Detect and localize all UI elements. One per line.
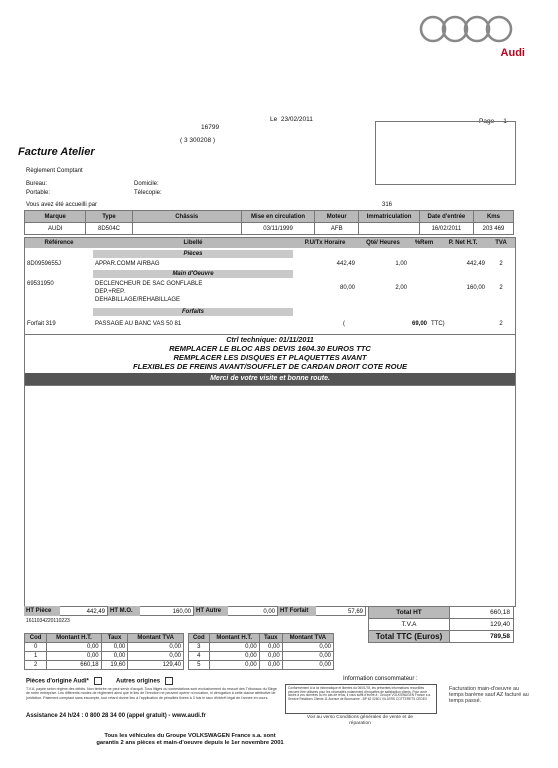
invoice-date: Le 23/02/2011 [270,116,313,123]
tva-table-left [24,633,184,670]
autres-origines-label: Autres origines [116,678,161,685]
tva-cell: 0,00 [259,661,282,670]
invoice-lines [24,237,516,335]
tva-header: Montant TVA [282,634,333,643]
lines-header: P.U/Tx Horaire [293,238,358,248]
tva-cell: 0,00 [209,652,259,661]
line-label: DEP.+REP. [95,289,125,295]
tva-cell: 0,00 [282,661,333,670]
lines-header: Référence [25,238,94,248]
portable-label: Portable: [26,190,51,196]
tva-cell: 129,40 [128,661,184,670]
ht-forfait-label: HT Forfait [278,606,316,616]
ht-autre-value: 0,00 [228,606,278,616]
tva-cell: 0,00 [128,652,184,661]
tva-cell: 0,00 [101,643,128,652]
vehicle-value: 16/02/2011 [419,223,473,235]
pieces-origine-label: Pièces d'origine Audi* [26,678,89,685]
tva-value: 129,40 [450,619,514,631]
tva-cell: 0,00 [282,643,333,652]
line-label: APPAR.COMM AIRBAG [95,261,160,267]
tva-header: Montant H.T. [209,634,259,643]
ht-piece-label: HT Pièce [24,606,60,616]
tva-header: Taux [101,634,128,643]
vehicle-value: 8D504C [86,223,132,235]
vehicle-header: Marque [25,211,86,223]
line-label: DEHABILLAGE/REHABILLAGE [95,297,181,303]
address-box [375,121,516,185]
thanks-banner: Merci de votre visite et bonne route. [25,373,515,385]
info-title: Information consommateur : [343,676,418,682]
line-ref: 69531950 [27,281,54,287]
pieces-origine-checkbox[interactable] [94,677,102,685]
vehicle-header: Kms [473,211,513,223]
origin-checkboxes [26,677,176,685]
legal-text: T.V.A. payée selon régime des débits. Non timbrée ne peut servir d'acquit. Tous litiges ou contestations sont exclusivement du ressort des Tribunaux du Siège de notre entreprise. Les différents modes de règlement ainsi que le lieu de l'érection ne peuvent opérer ni novation, ni dérogation à cette clause attributive de juridiction. Paiement comptant sans escompte, tout retard donne lieu à l'application de pénalités fixées à 3 fois le taux d'intérêt légal de l'année en cours. [26,687,277,700]
page-number: Page 1 [479,118,507,125]
tva-cell: 3 [189,643,210,652]
tva-header: Montant TVA [128,634,184,643]
tva-header: Montant H.T. [47,634,101,643]
line-unit-price: 442,49 [336,261,355,267]
guarantee-block [70,733,310,747]
bureau-label: Bureau: [26,181,48,187]
line-quantity: 2,00 [395,285,407,291]
guarantee-line: garantis 2 ans pièces et main-d'oeuvre depuis le 1er novembre 2001 [96,740,284,746]
tva-header: Cod [25,634,47,643]
reference-number: ( 3 300208 ) [180,137,216,144]
vehicle-table [24,210,514,235]
payment-mode: Règlement Comptant [26,168,83,174]
tva-cell: 5 [189,661,210,670]
lines-header: Qté/ Heures [357,238,410,248]
tva-cell: 0,00 [282,652,333,661]
section-main-oeuvre: Main d'Oeuvre [93,270,293,278]
facturation-note: Facturation main-d'oeuvre au temps barème sauf AZ facturé au temps passé. [449,686,529,705]
ht-autre-label: HT Autre [194,606,228,616]
tva-cell: 0,00 [259,652,282,661]
audi-logo [415,14,535,62]
vehicle-header: Châssis [132,211,241,223]
note-line: FLEXIBLES DE FREINS AVANT/SOUFFLET DE CARDAN DROIT COTE ROUE [132,362,408,371]
line-ref: Forfait 319 [27,321,56,327]
tva-cell: 660,18 [47,661,101,670]
line-paren: ( [343,321,345,327]
line-tva: 2 [499,321,503,327]
notes-block [24,334,516,386]
section-pieces: Pièces [93,250,293,258]
line-net: 160,00 [466,285,485,291]
line-net: 442,49 [466,261,485,267]
note-line: REMPLACER LES DISQUES ET PLAQUETTES AVANT [173,353,367,362]
vehicle-header: Mise en circulation [241,211,314,223]
note-line: Ctrl technique: 01/11/2011 [226,335,314,344]
guarantee-line: Tous les véhicules du Groupe VOLKSWAGEN France s.a. sont [104,733,276,739]
tva-cell: 0,00 [259,643,282,652]
vehicle-value: AUDI [25,223,86,235]
tva-table-right [188,633,334,670]
line-tva: 2 [499,261,503,267]
info-box [285,684,437,714]
line-ref: 8D0959655J [27,261,62,267]
tva-cell: 1 [25,652,47,661]
line-quantity: 1,00 [395,261,407,267]
tva-cell: 19,60 [101,661,128,670]
accueilli-number: 316 [382,202,393,208]
lines-header: Libellé [93,238,294,248]
tva-cell: 0,00 [47,652,101,661]
ht-forfait-value: 57,69 [316,606,366,616]
invoice-number: 16799 [201,124,220,131]
page-title: Facture Atelier [18,146,95,158]
tva-cell: 2 [25,661,47,670]
line-label: DECLENCHEUR DE SAC GONFLABLE [95,281,203,287]
line-label: PASSAGE AU BANC VAS 50 81 [95,321,182,327]
line-forfait-amount: 69,00 [411,321,427,327]
line-unit-price: 80,00 [339,285,355,291]
tva-cell: 0,00 [128,643,184,652]
vehicle-value: 203 469 [473,223,513,235]
tva-header: Cod [189,634,210,643]
vehicle-header: Type [86,211,132,223]
brand-name: Audi [500,47,525,59]
domicile-label: Domicile: [134,181,159,187]
invoice-code: 1611034220110223 [26,618,70,624]
autres-origines-checkbox[interactable] [165,677,173,685]
telecopie-label: Télecopie: [134,190,162,196]
total-ht-label: Total HT [369,607,450,619]
tva-cell: 0,00 [209,643,259,652]
assistance-line: Assistance 24 h/24 : 0 800 28 34 00 (appel gratuit) - www.audi.fr [26,713,206,719]
totals-table [368,606,514,643]
ht-mo-value: 160,00 [140,606,194,616]
tva-cell: 0,00 [209,661,259,670]
vehicle-value [359,223,420,235]
line-tva: 2 [499,285,503,291]
vehicle-value [132,223,241,235]
vehicle-value: 03/11/1999 [241,223,314,235]
section-forfaits: Forfaits [93,308,293,316]
ht-mo-label: HT M.O. [108,606,140,616]
lines-header: P. Net H.T. [439,238,488,248]
tva-cell: 0,00 [101,652,128,661]
blank-area [24,384,516,607]
vehicle-header: Moteur [315,211,359,223]
tva-cell: 0 [25,643,47,652]
ht-piece-value: 442,49 [60,606,108,616]
info-text: Conformément à la loi informatique et libertés du 06/01/78, les présentes informations recueillies peuvent être utilisées pour les nécessités notamment d'enquêtes de satisfaction clients. Pour avoir accès à vos données ou en cas de refus, il vous suffit d'écrire à : Groupe VOLKSWAGEN France s.a. Service Relations Clients 11 Avenue de Boursonne - BP 62 02601 VILLERS COTTERETS CEDEX [288,686,431,702]
accueilli-label: Vous avez été accueilli par [26,202,98,208]
lines-header: TVA [487,238,515,248]
vehicle-header: Date d'entrée [419,211,473,223]
tva-cell: 0,00 [47,643,101,652]
line-ttc: TTC) [431,321,445,327]
tva-label: T.V.A [369,619,450,631]
ttc-value: 789,58 [450,631,514,643]
tva-header: Taux [259,634,282,643]
note-line: REMPLACER LE BLOC ABS DEVIS 1604.30 EUROS TTC [169,344,371,353]
vehicle-value: AFB [315,223,359,235]
ttc-label: Total TTC (Euros) [369,631,450,643]
lines-header: %Rem [409,238,440,248]
vehicle-header: Immatriculation [359,211,420,223]
total-ht-value: 660,18 [450,607,514,619]
tva-cell: 4 [189,652,210,661]
audi-rings-icon [415,14,535,44]
conditions-note: Voir au verso Conditions générales de vente et de réparation [306,715,414,726]
